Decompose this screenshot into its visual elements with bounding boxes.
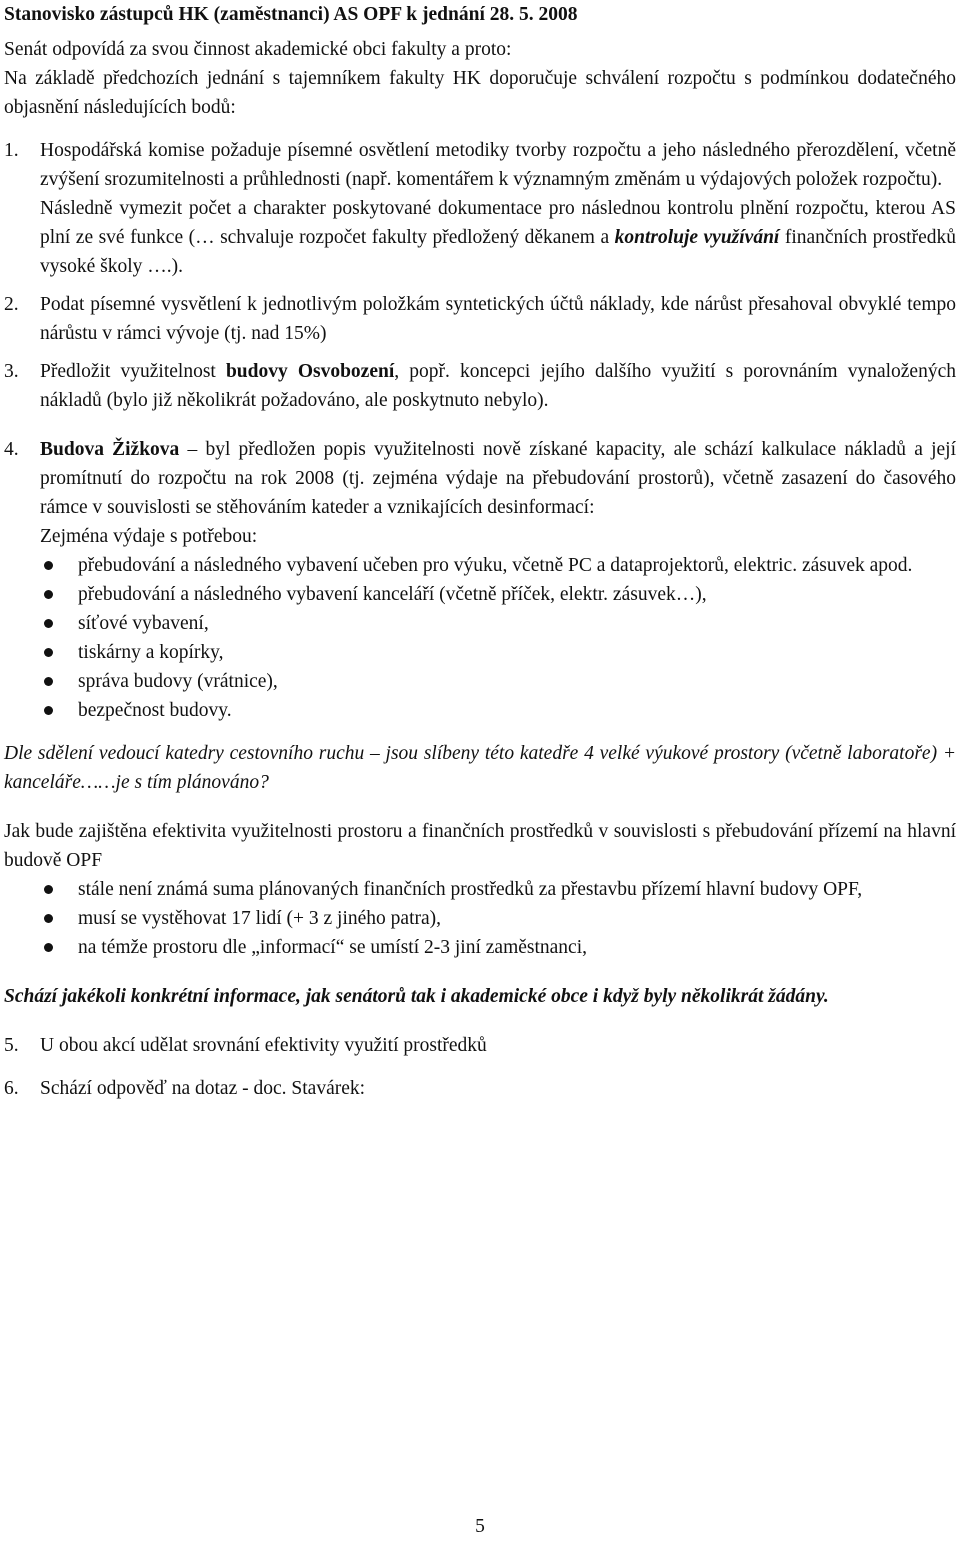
bullet-icon <box>4 609 78 638</box>
item-3-text: Předložit využitelnost budovy Osvobození, popř. koncepci jejího dalšího využití s porovnáním vynaložených nákladů (bylo již několikrát požadováno, ale poskytnuto nebylo). <box>40 361 956 411</box>
item-6 <box>4 1074 956 1103</box>
item-1 <box>4 136 956 281</box>
italic-note: Dle sdělení vedoucí katedry cestovního ruchu – jsou slíbeny této katedře 4 velké výukové prostory (včetně laboratoře) + kanceláře……je s tím plánováno? <box>4 743 956 793</box>
list-item: stále není známá suma plánovaných finančních prostředků za přestavbu přízemí hlavní budovy OPF, <box>4 875 956 904</box>
item-1-paragraph-1: Hospodářská komise požaduje písemné osvětlení metodiky tvorby rozpočtu a jeho následného přerozdělení, včetně zvýšení srozumitelnosti a průhlednosti (např. komentářem k významným změnám u výdajových položek rozpočtu). <box>40 140 956 190</box>
intro-line-2: Na základě předchozích jednání s tajemníkem fakulty HK doporučuje schválení rozpočtu s podmínkou dodatečného objasnění následujících bodů: <box>4 68 956 118</box>
item-4 <box>4 435 956 551</box>
emphasis-budovy-osvobozeni: budovy Osvobození <box>225 361 395 382</box>
emphasis-kontroluje: kontroluje využívání <box>614 227 780 248</box>
intro-line-1: Senát odpovídá za svou činnost akademické obci fakulty a proto: <box>4 39 512 60</box>
bullet-icon <box>4 638 78 667</box>
emphasis-budova-zizkova: Budova Žižkova <box>40 439 180 460</box>
list-item: musí se vystěhovat 17 lidí (+ 3 z jiného patra), <box>4 904 956 933</box>
bullet-icon <box>4 904 78 933</box>
item-4-text: Budova Žižkova – byl předložen popis využitelnosti nově získané kapacity, ale schází kalkulace nákladů a její promítnutí do rozpočtu na rok 2008 (tj. zejména výdaje na přebudování prostorů), včetně zasazení do časového rámce v souvislosti se stěhováním kateder a vznikajících desinformací: <box>40 439 956 518</box>
item-3 <box>4 357 956 415</box>
item-4-bullet-list <box>4 551 956 725</box>
bullet-icon <box>4 551 78 580</box>
item-4-subhead: Zejména výdaje s potřebou: <box>40 526 258 547</box>
bullet-icon <box>4 933 78 962</box>
item-5-text: U obou akcí udělat srovnání efektivity využití prostředků <box>40 1035 487 1056</box>
item-4-number: 4. <box>4 439 19 460</box>
item-2 <box>4 290 956 348</box>
item-6-text: Schází odpověď na dotaz - doc. Stavárek: <box>40 1078 366 1099</box>
list-item: správa budovy (vrátnice), <box>4 667 956 696</box>
list-item: přebudování a následného vybavení kanceláří (včetně příček, elektr. zásuvek…), <box>4 580 956 609</box>
list-item: na témže prostoru dle „informací“ se umístí 2-3 jiní zaměstnanci, <box>4 933 956 962</box>
item-5 <box>4 1031 956 1060</box>
intro <box>4 35 956 122</box>
bullet-icon <box>4 667 78 696</box>
question-bullet-list <box>4 875 956 962</box>
question-text: Jak bude zajištěna efektivita využitelnosti prostoru a finančních prostředků v souvislosti s přebudování přízemí na hlavní budově OPF <box>4 821 956 871</box>
item-1-paragraph-2: Následně vymezit počet a charakter poskytované dokumentace pro následnou kontrolu plnění rozpočtu, kterou AS plní ze své funkce (… schvaluje rozpočet fakulty předložený děkanem a kontroluje využívání finančních prostředků vysoké školy ….). <box>40 198 956 277</box>
item-5-number: 5. <box>4 1035 19 1056</box>
bullet-icon <box>4 580 78 609</box>
item-1-number: 1. <box>4 140 19 161</box>
document-title: Stanovisko zástupců HK (zaměstnanci) AS OPF k jednání 28. 5. 2008 <box>4 4 578 25</box>
page-number: 5 <box>475 1516 485 1537</box>
list-item: bezpečnost budovy. <box>4 696 956 725</box>
item-2-text: Podat písemné vysvětlení k jednotlivým položkám syntetických účtů náklady, kde nárůst přesahoval obvyklé tempo nárůstu v rámci vývoje (tj. nad 15%) <box>40 294 956 344</box>
item-3-number: 3. <box>4 361 19 382</box>
list-item: síťové vybavení, <box>4 609 956 638</box>
bullet-icon <box>4 875 78 904</box>
item-6-number: 6. <box>4 1078 19 1099</box>
bullet-icon <box>4 696 78 725</box>
bold-note: Schází jakékoli konkrétní informace, jak senátorů tak i akademické obce i když byly několikrát žádány. <box>4 986 829 1007</box>
list-item: přebudování a následného vybavení učeben pro výuku, včetně PC a dataprojektorů, elektric. zásuvek apod. <box>4 551 956 580</box>
list-item: tiskárny a kopírky, <box>4 638 956 667</box>
item-2-number: 2. <box>4 294 19 315</box>
